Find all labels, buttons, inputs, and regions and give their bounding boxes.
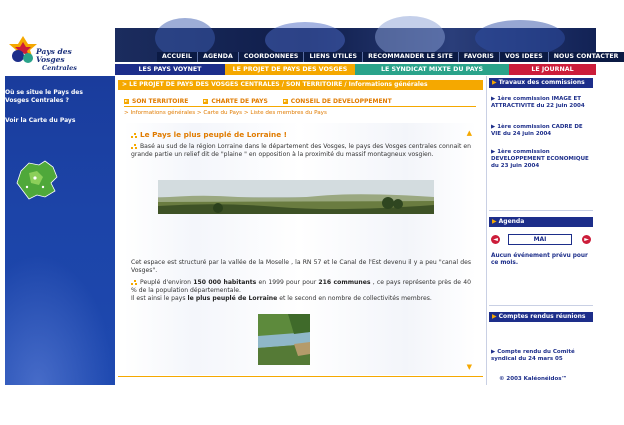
current-month: MAI bbox=[508, 234, 572, 245]
landscape-photo-art bbox=[158, 180, 434, 214]
agenda-header bbox=[489, 217, 593, 227]
subnav-label: SON TERRITOIRE bbox=[132, 98, 189, 105]
nav-agenda[interactable]: AGENDA bbox=[197, 52, 238, 62]
site-frame bbox=[5, 28, 619, 385]
tab-pays-voynet[interactable]: LES PAYS VOYNET bbox=[115, 64, 225, 75]
logo-emblem-icon bbox=[8, 34, 38, 66]
sidebar-link-carte[interactable]: Voir la Carte du Pays bbox=[5, 117, 76, 124]
tab-projet-de-pays[interactable]: LE PROJET DE PAYS DES VOSGES bbox=[225, 64, 355, 75]
article-title bbox=[131, 130, 287, 139]
travaux-header bbox=[489, 78, 593, 88]
arrow-right-icon: ▶ bbox=[492, 79, 497, 86]
sub-navigation bbox=[124, 97, 476, 107]
arrow-right-icon: ▶ bbox=[491, 349, 496, 355]
commission-label: 1ère commission DEVELOPPEMENT ECONOMIQUE du 23 juin 2004 bbox=[491, 149, 589, 169]
commission-item[interactable] bbox=[491, 149, 593, 170]
arrow-right-icon: ▶ bbox=[491, 96, 496, 102]
sidebar-link-ou-se-situe[interactable]: Où se situe le Pays des Vosges Centrales ? bbox=[5, 89, 83, 104]
nav-recommander[interactable]: RECOMMANDER LE SITE bbox=[362, 52, 458, 62]
commission-label: 1ère commission CADRE DE VIE du 24 juin 2004 bbox=[491, 124, 583, 137]
canal-photo-art bbox=[258, 314, 310, 365]
pop-text-e: , ce pays représente près de 40 % de la population départementale. bbox=[131, 279, 471, 294]
logo-line-1: Pays des Vosges bbox=[36, 47, 72, 64]
right-sidebar bbox=[486, 76, 596, 385]
pop-text-f: Il est ainsi le pays bbox=[131, 294, 188, 302]
comptes-title: Comptes rendus réunions bbox=[498, 313, 586, 320]
pop-habitants: 150 000 habitants bbox=[193, 279, 257, 286]
subnav-conseil-developpement[interactable] bbox=[283, 97, 392, 106]
arrow-right-icon: ▶ bbox=[492, 313, 497, 320]
travaux-title: Travaux des commissions bbox=[498, 79, 585, 86]
nav-vos-idees[interactable]: VOS IDEES bbox=[499, 52, 548, 62]
agenda-title: Agenda bbox=[498, 218, 525, 225]
dots-icon bbox=[131, 279, 137, 285]
paragraph-intro-text: Basé au sud de la région Lorraine dans le département des Vosges, le pays des Vosges centrales connait en grande partie un relief dit de "plaine " en opposition à la proximité du massif montagneux vosgien. bbox=[131, 143, 471, 158]
canal-photo bbox=[258, 314, 310, 365]
nav-nous-contacter[interactable]: NOUS CONTACTER bbox=[548, 52, 624, 62]
nav-favoris[interactable]: FAVORIS bbox=[458, 52, 499, 62]
commission-item[interactable] bbox=[491, 96, 593, 110]
main-tabs bbox=[115, 64, 596, 75]
content-bottom-rule bbox=[118, 376, 483, 377]
next-month-button[interactable]: ► bbox=[582, 235, 591, 244]
pop-plus-peuple: le plus peuplé de Lorraine bbox=[187, 294, 278, 302]
copyright: © 2003 Kaléonéidos™ bbox=[499, 376, 568, 382]
article-title-text: Le Pays le plus peuplé de Lorraine ! bbox=[140, 130, 288, 139]
paragraph-population bbox=[131, 279, 471, 302]
section-links[interactable]: > Informations générales > Carte du Pays > Liste des membres du Pays bbox=[124, 110, 327, 116]
article-panel bbox=[124, 123, 476, 375]
scroll-up-icon[interactable]: ▲ bbox=[466, 129, 472, 137]
arrow-right-icon: ▶ bbox=[491, 149, 496, 155]
pop-communes: 216 communes bbox=[318, 279, 371, 286]
scroll-down-icon[interactable]: ▼ bbox=[466, 363, 472, 371]
landscape-photo bbox=[158, 180, 434, 214]
region-map-icon[interactable] bbox=[15, 157, 61, 203]
nav-coordonnees[interactable]: COORDONNEES bbox=[238, 52, 304, 62]
commission-item[interactable] bbox=[491, 124, 593, 138]
pop-text-h: et le second en nombre de collectivités membres. bbox=[277, 294, 432, 302]
subnav-label: CHARTE DE PAYS bbox=[211, 98, 268, 105]
subnav-charte-de-pays[interactable] bbox=[203, 97, 267, 106]
previous-month-button[interactable]: ◄ bbox=[491, 235, 500, 244]
arrow-square-icon bbox=[283, 99, 288, 104]
paragraph-structure: Cet espace est structuré par la vallée de la Moselle , la RN 57 et le Canal de l'Est devenu il y a peu "canal des Vosges". bbox=[131, 259, 471, 274]
dots-icon bbox=[131, 132, 137, 138]
subnav-son-territoire[interactable] bbox=[124, 97, 188, 106]
dots-icon bbox=[131, 143, 137, 149]
comptes-header bbox=[489, 312, 593, 322]
tab-journal[interactable]: LE JOURNAL bbox=[509, 64, 596, 75]
divider bbox=[489, 305, 593, 306]
arrow-right-icon: ▶ bbox=[492, 218, 497, 225]
header bbox=[5, 28, 619, 76]
logo-line-2: Centrales bbox=[42, 64, 77, 72]
nav-liens-utiles[interactable]: LIENS UTILES bbox=[303, 52, 362, 62]
commission-label: 1ère commission IMAGE ET ATTRACTIVITE du 22 juin 2004 bbox=[491, 96, 585, 109]
agenda-empty-message: Aucun événement prévu pour ce mois. bbox=[491, 253, 588, 267]
logo-text bbox=[36, 48, 100, 72]
pop-text-a: Peuplé d'environ bbox=[140, 279, 194, 286]
arrow-square-icon bbox=[124, 99, 129, 104]
arrow-square-icon bbox=[203, 99, 208, 104]
left-sidebar bbox=[5, 76, 115, 385]
site-logo[interactable] bbox=[8, 32, 100, 70]
pop-text-c: en 1999 pour pour bbox=[256, 279, 319, 286]
compte-rendu-label: Compte rendu du Comité syndical du 24 mars 05 bbox=[491, 349, 575, 362]
arrow-right-icon: ▶ bbox=[491, 124, 496, 130]
breadcrumb-bar: > LE PROJET DE PAYS DES VOSGES CENTRALES / SON TERRITOIRE / Informations générales bbox=[118, 80, 483, 90]
compte-rendu-item[interactable] bbox=[491, 349, 593, 363]
agenda-month-nav bbox=[491, 234, 591, 246]
paragraph-intro bbox=[131, 143, 471, 159]
nav-accueil[interactable]: ACCUEIL bbox=[162, 53, 193, 60]
tab-syndicat-mixte[interactable]: LE SYNDICAT MIXTE DU PAYS bbox=[355, 64, 509, 75]
divider bbox=[489, 210, 593, 211]
subnav-label: CONSEIL DE DEVELOPPEMENT bbox=[290, 98, 392, 105]
main-content bbox=[118, 76, 483, 385]
top-navigation bbox=[157, 52, 624, 62]
